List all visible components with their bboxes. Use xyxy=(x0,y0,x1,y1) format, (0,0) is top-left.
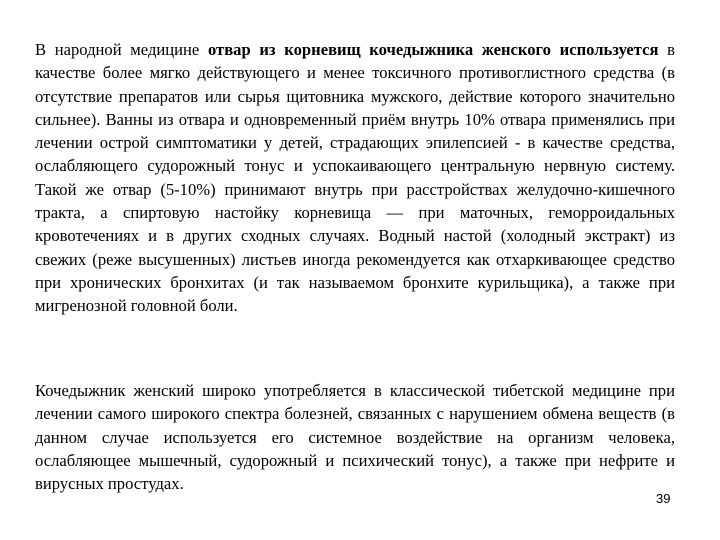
paragraph-tibetan-medicine: Кочедыжник женский широко употребляется в классической тибетской медицине при лечении самого широкого спектра болезней, связанных с нарушением обмена веществ (в данном случае используется его системное воздействие на организм человека, ослабляющее мышечный, судорожный и психический тонус), а также при нефрите и вирусных простудах. xyxy=(35,381,675,494)
paragraph-1-intro: В народной медицине xyxy=(35,40,208,59)
paragraph-1-bold-phrase: отвар из корневищ кочедыжника женского используется xyxy=(207,40,659,59)
paragraph-1-rest: в качестве более мягко действующего и менее токсичного противоглистного средства (в отсутствие препаратов или сырья щитовника мужского, действие которого значительно сильнее). Ванны из отвара и одновременный приём внутрь 10% отвара применялись при лечении острой симптоматики у детей, страдающих эпилепсией - в качестве средства, ослабляющего судорожный тонус и успокаивающего центральную нервную систему. Такой же отвар (5-10%) принимают внутрь при расстройствах желудочно-кишечного тракта, а спиртовую настойку корневища — при маточных, геморроидальных кровотечениях и в других сходных случаях. Водный настой (холодный экстракт) из свежих (реже высушенных) листьев иногда рекомендуется как отхаркивающее средство при хронических бронхитах (и так называемом бронхите курильщика), а также при мигренозной головной боли. xyxy=(35,40,675,316)
paragraph-folk-medicine xyxy=(35,38,675,318)
page-number: 39 xyxy=(656,491,671,506)
